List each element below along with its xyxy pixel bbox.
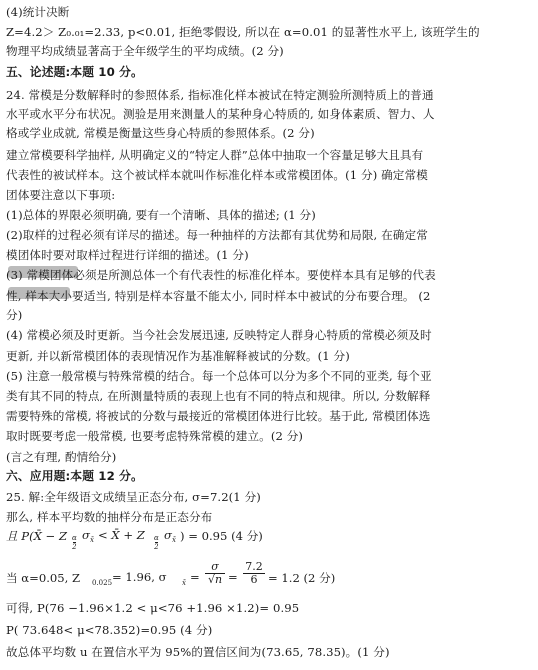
fraction-7-2-over-6: 7.2 6 — [242, 561, 266, 586]
equation-part: < X̄ + Z — [98, 528, 145, 542]
equation-part: 且 P(X̄ − Z — [6, 529, 67, 543]
text-line: 需要特殊的常模, 将被试的分数与最接近的常模团体进行比较。基于此, 常模团体选 — [6, 409, 431, 423]
equation-part: = — [228, 570, 238, 584]
subscript-xbar: x̄ — [90, 536, 94, 544]
subscript-xbar: x̄ — [182, 579, 186, 587]
list-item: (3) 常模团体必须是所测总体一个有代表性的标准化样本。要使样本具有足够的代表 — [6, 268, 436, 282]
fraction-alpha-over-2: α 2 — [72, 534, 77, 551]
section-heading-statistical-decision: (4)统计决断 — [6, 5, 70, 19]
equation-part: = — [190, 570, 200, 584]
text-line: 更新, 并以新常模团体的表现情况作为基准解释被试的分数。(1 分) — [6, 349, 350, 363]
fraction-alpha-over-2: α 2 — [154, 534, 159, 551]
text-line: 格或学业成就, 常模是衡量这些身心特质的参照体系。(2 分) — [6, 126, 315, 140]
equation-part: ) = 0.95 (4 分) — [180, 529, 263, 543]
equation-probability — [6, 520, 526, 554]
text-line: 建立常模要科学抽样, 从明确定义的“特定人群”总体中抽取一个容量足够大且具有 — [6, 148, 424, 162]
text-line: 团体要注意以下事项: — [6, 188, 116, 202]
text-line: 性, 样本大小要适当, 特别是样本容量不能太小, 同时样本中被试的分布要合理。 (2 — [6, 289, 431, 303]
text-line: 24. 常模是分数解释时的参照体系, 指标准化样本被试在特定测验所测特质上的普通 — [6, 88, 434, 102]
text-line: 类有其不同的特点, 在所测量特质的表现上也有不同的特点和规律。所以, 分数解释 — [6, 389, 431, 403]
text-line: 分) — [6, 308, 23, 322]
text-line-conclusion: 故总体平均数 u 在置信水平为 95%的置信区间为(73.65, 78.35)。(1 分) — [6, 645, 390, 659]
text-line: 取时既要考虑一般常模, 也要考虑特殊常模的建立。(2 分) — [6, 429, 304, 443]
equation-interval: 可得, P(76 −1.96×1.2 < μ<76 +1.96 ×1.2)= 0.95 — [6, 601, 300, 615]
equation-standard-error — [6, 560, 526, 596]
list-item: (1)总体的界限必须明确, 要有一个清晰、具体的描述; (1 分) — [6, 208, 316, 222]
equation-part: σ — [82, 528, 90, 542]
text-line: 25. 解:全年级语文成绩呈正态分布, σ=7.2(1 分) — [6, 490, 261, 504]
section-heading-essay: 五、论述题:本题 10 分。 — [6, 65, 143, 79]
text-line: Z=4.2＞ Z₀.₀₁=2.33, p<0.01, 拒绝零假设, 所以在 α=0.01 的显著性水平上, 该班学生的 — [6, 25, 480, 39]
equation-part: = 1.96, σ — [112, 570, 167, 584]
subscript-0025: 0.025 — [92, 579, 113, 587]
equation-part: σ — [164, 528, 172, 542]
equation-part: 当 α=0.05, Z — [6, 571, 81, 585]
equation-interval-result: P( 73.648< μ<78.352)=0.95 (4 分) — [6, 623, 213, 637]
fraction-sigma-over-sqrt-n: σ √n — [204, 561, 226, 586]
text-line: (言之有理, 酌情给分) — [6, 450, 117, 464]
text-line: 模团体时要对取样过程进行详细的描述。(1 分) — [6, 248, 249, 262]
list-item: (2)取样的过程必须有详尽的描述。每一种抽样的方法都有其优势和局限, 在确定常 — [6, 228, 428, 242]
list-item: (5) 注意一般常模与特殊常模的结合。每一个总体可以分为多个不同的亚类, 每个亚 — [6, 369, 432, 383]
section-heading-application: 六、应用题:本题 12 分。 — [6, 469, 143, 483]
list-item: (4) 常模必须及时更新。当今社会发展迅速, 反映特定人群身心特质的常模必须及时 — [6, 328, 432, 342]
text-line: 那么, 样本平均数的抽样分布是正态分布 — [6, 510, 213, 524]
equation-part: = 1.2 (2 分) — [268, 571, 336, 585]
text-line: 水平或水平分布状况。测验是用来测量人的某种身心特质的, 如身体素质、智力、人 — [6, 107, 435, 121]
subscript-xbar: x̄ — [172, 536, 176, 544]
text-line: 物理平均成绩显著高于全年级学生的平均成绩。(2 分) — [6, 44, 284, 58]
text-line: 代表性的被试样本。这个被试样本就叫作标准化样本或常模团体。(1 分) 确定常模 — [6, 168, 428, 182]
